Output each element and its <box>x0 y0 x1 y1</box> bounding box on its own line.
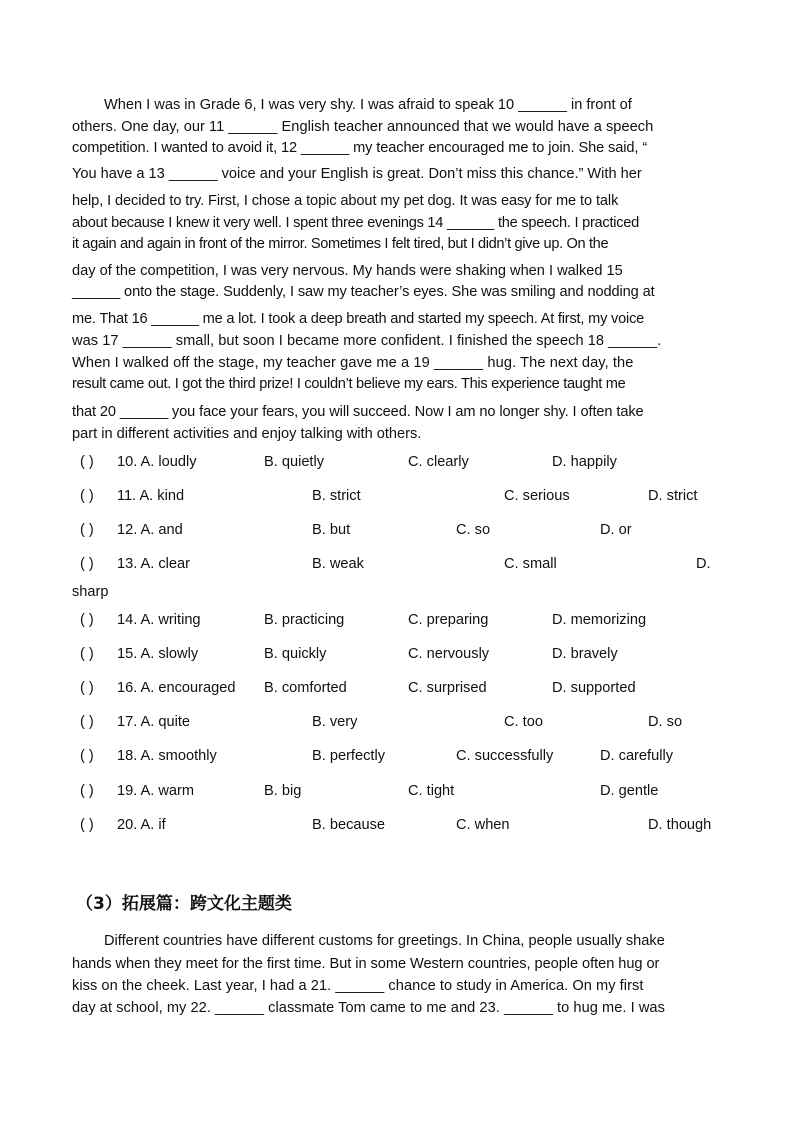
option-a: 20. A. if <box>117 817 166 833</box>
question-row <box>72 783 722 805</box>
option-c: C. clearly <box>408 454 469 470</box>
option-a: 14. A. writing <box>117 612 201 628</box>
option-b: B. but <box>312 522 351 538</box>
question-row-wrap <box>72 584 722 606</box>
option-b: B. weak <box>312 556 364 572</box>
option-b: B. quietly <box>264 454 325 470</box>
answer-bracket[interactable]: ( ) <box>80 783 94 799</box>
question-row <box>72 748 722 770</box>
option-a: 13. A. clear <box>117 556 191 572</box>
question-row <box>72 612 722 634</box>
option-d: D. supported <box>552 680 636 696</box>
option-c: C. surprised <box>408 680 487 696</box>
option-b: B. strict <box>312 488 361 504</box>
option-b: B. because <box>312 817 386 833</box>
option-d: D. memorizing <box>552 612 647 628</box>
answer-bracket[interactable]: ( ) <box>80 454 94 470</box>
option-d: D. or <box>600 522 632 538</box>
section-heading: （3）拓展篇：跨文化主题类 <box>76 894 292 914</box>
question-row <box>72 680 722 702</box>
option-d: D. carefully <box>600 748 673 764</box>
answer-bracket[interactable]: ( ) <box>80 522 94 538</box>
option-b: B. comforted <box>264 680 347 696</box>
option-c: C. serious <box>504 488 570 504</box>
question-row <box>72 817 722 839</box>
option-b: B. quickly <box>264 646 327 662</box>
option-a: 12. A. and <box>117 522 183 538</box>
option-c: C. tight <box>408 783 455 799</box>
answer-bracket[interactable]: ( ) <box>80 748 94 764</box>
option-c: C. so <box>456 522 491 538</box>
option-a: 15. A. slowly <box>117 646 199 662</box>
answer-bracket[interactable]: ( ) <box>80 714 94 730</box>
answer-bracket[interactable]: ( ) <box>80 646 94 662</box>
option-d: D. gentle <box>600 783 659 799</box>
option-a: 18. A. smoothly <box>117 748 217 764</box>
option-c: C. preparing <box>408 612 489 628</box>
option-d: D. though <box>648 817 712 833</box>
option-b: B. very <box>312 714 358 730</box>
option-a: 17. A. quite <box>117 714 191 730</box>
option-b: B. big <box>264 783 302 799</box>
document-page: When I was in Grade 6, I was very shy. I was afraid to speak 10 ______ in front of others. One day, our 11 ______ English teacher announced that we would have a speech competition. I wanted to avoid it, 12 ______ my teacher encouraged me to join. She said, “ You have a 13 ______ voice and your English is great. Don’t miss this chance.” With her help, I decided to try. First, I chose a topic about my pet dog. It was easy for me to talk about because I knew it very well. I spent three evenings 14 ______ the speech. I practiced it again and again in front of the mirror. Sometimes I felt tired, but I didn’t give up. On the day of the competition, I was very nervous. My hands were shaking when I walked 15 ______ onto the stage. Suddenly, I saw my teacher’s eyes. She was smiling and nodding at me. That 16 ______ me a lot. I took a deep breath and started my speech. At first, my voice was 17 ______ small, but soon I became more confident. I finished the speech 18 ______. When I walked off the stage, my teacher gave me a 19 ______ hug. The next day, the result came out. I got the third prize! I couldn’t believe my ears. This experience taught me that 20 ______ you face your fears, you will succeed. Now I am no longer shy. I often take part in different activities and enjoy talking with others. ( ) 10. A. loudly B. quietly C. clearly D. happily ( ) 11. A. kind B. strict C. serious D. strict ( ) 12. A. and B. but C. so D. or ( ) 13. A. clear B. weak C. small D. sharp ( ) 14. A. writing B. practicing C. preparing D. memorizing ( ) 15. A. slowly B. quickly C. nervously D. bravely ( ) 16. A. encouraged B. comforted C. surprised D. supported ( ) 17. A. quite B. very C. too D. so ( ) 18. A. smoothly B. perfectly C. successfully D. carefully ( ) 19. A. warm B. big C. tight D. gentle ( ) 20. A. if B. because C. when D. though （3）拓展篇：跨文化主题类 Different countries have different customs for greetings. In China, people usually shake hands when they meet for the first time. But in some Western countries, people often hug or kiss on the cheek. Last year, I had a 21. ______ chance to study in America. On my first day at school, my 22. ______ classmate Tom came to me and 23. ______ to hug me. I was <box>0 0 794 1123</box>
question-row <box>72 454 722 476</box>
option-d-wrapped: sharp <box>72 584 109 600</box>
option-a: 10. A. loudly <box>117 454 197 470</box>
option-c: C. too <box>504 714 543 730</box>
option-d: D. bravely <box>552 646 618 662</box>
answer-bracket[interactable]: ( ) <box>80 488 94 504</box>
option-a: 11. A. kind <box>117 488 185 504</box>
question-row <box>72 522 722 544</box>
option-a: 19. A. warm <box>117 783 195 799</box>
option-d: D. happily <box>552 454 617 470</box>
option-d: D. <box>696 556 711 572</box>
option-c: C. small <box>504 556 557 572</box>
answer-bracket[interactable]: ( ) <box>80 612 94 628</box>
question-row <box>72 646 722 668</box>
question-row <box>72 556 722 578</box>
option-c: C. when <box>456 817 510 833</box>
option-a: 16. A. encouraged <box>117 680 236 696</box>
question-row <box>72 714 722 736</box>
option-b: B. practicing <box>264 612 345 628</box>
option-c: C. nervously <box>408 646 490 662</box>
answer-bracket[interactable]: ( ) <box>80 556 94 572</box>
option-b: B. perfectly <box>312 748 385 764</box>
question-row <box>72 488 722 510</box>
answer-bracket[interactable]: ( ) <box>80 680 94 696</box>
answer-bracket[interactable]: ( ) <box>80 817 94 833</box>
option-d: D. strict <box>648 488 698 504</box>
option-c: C. successfully <box>456 748 554 764</box>
option-d: D. so <box>648 714 683 730</box>
